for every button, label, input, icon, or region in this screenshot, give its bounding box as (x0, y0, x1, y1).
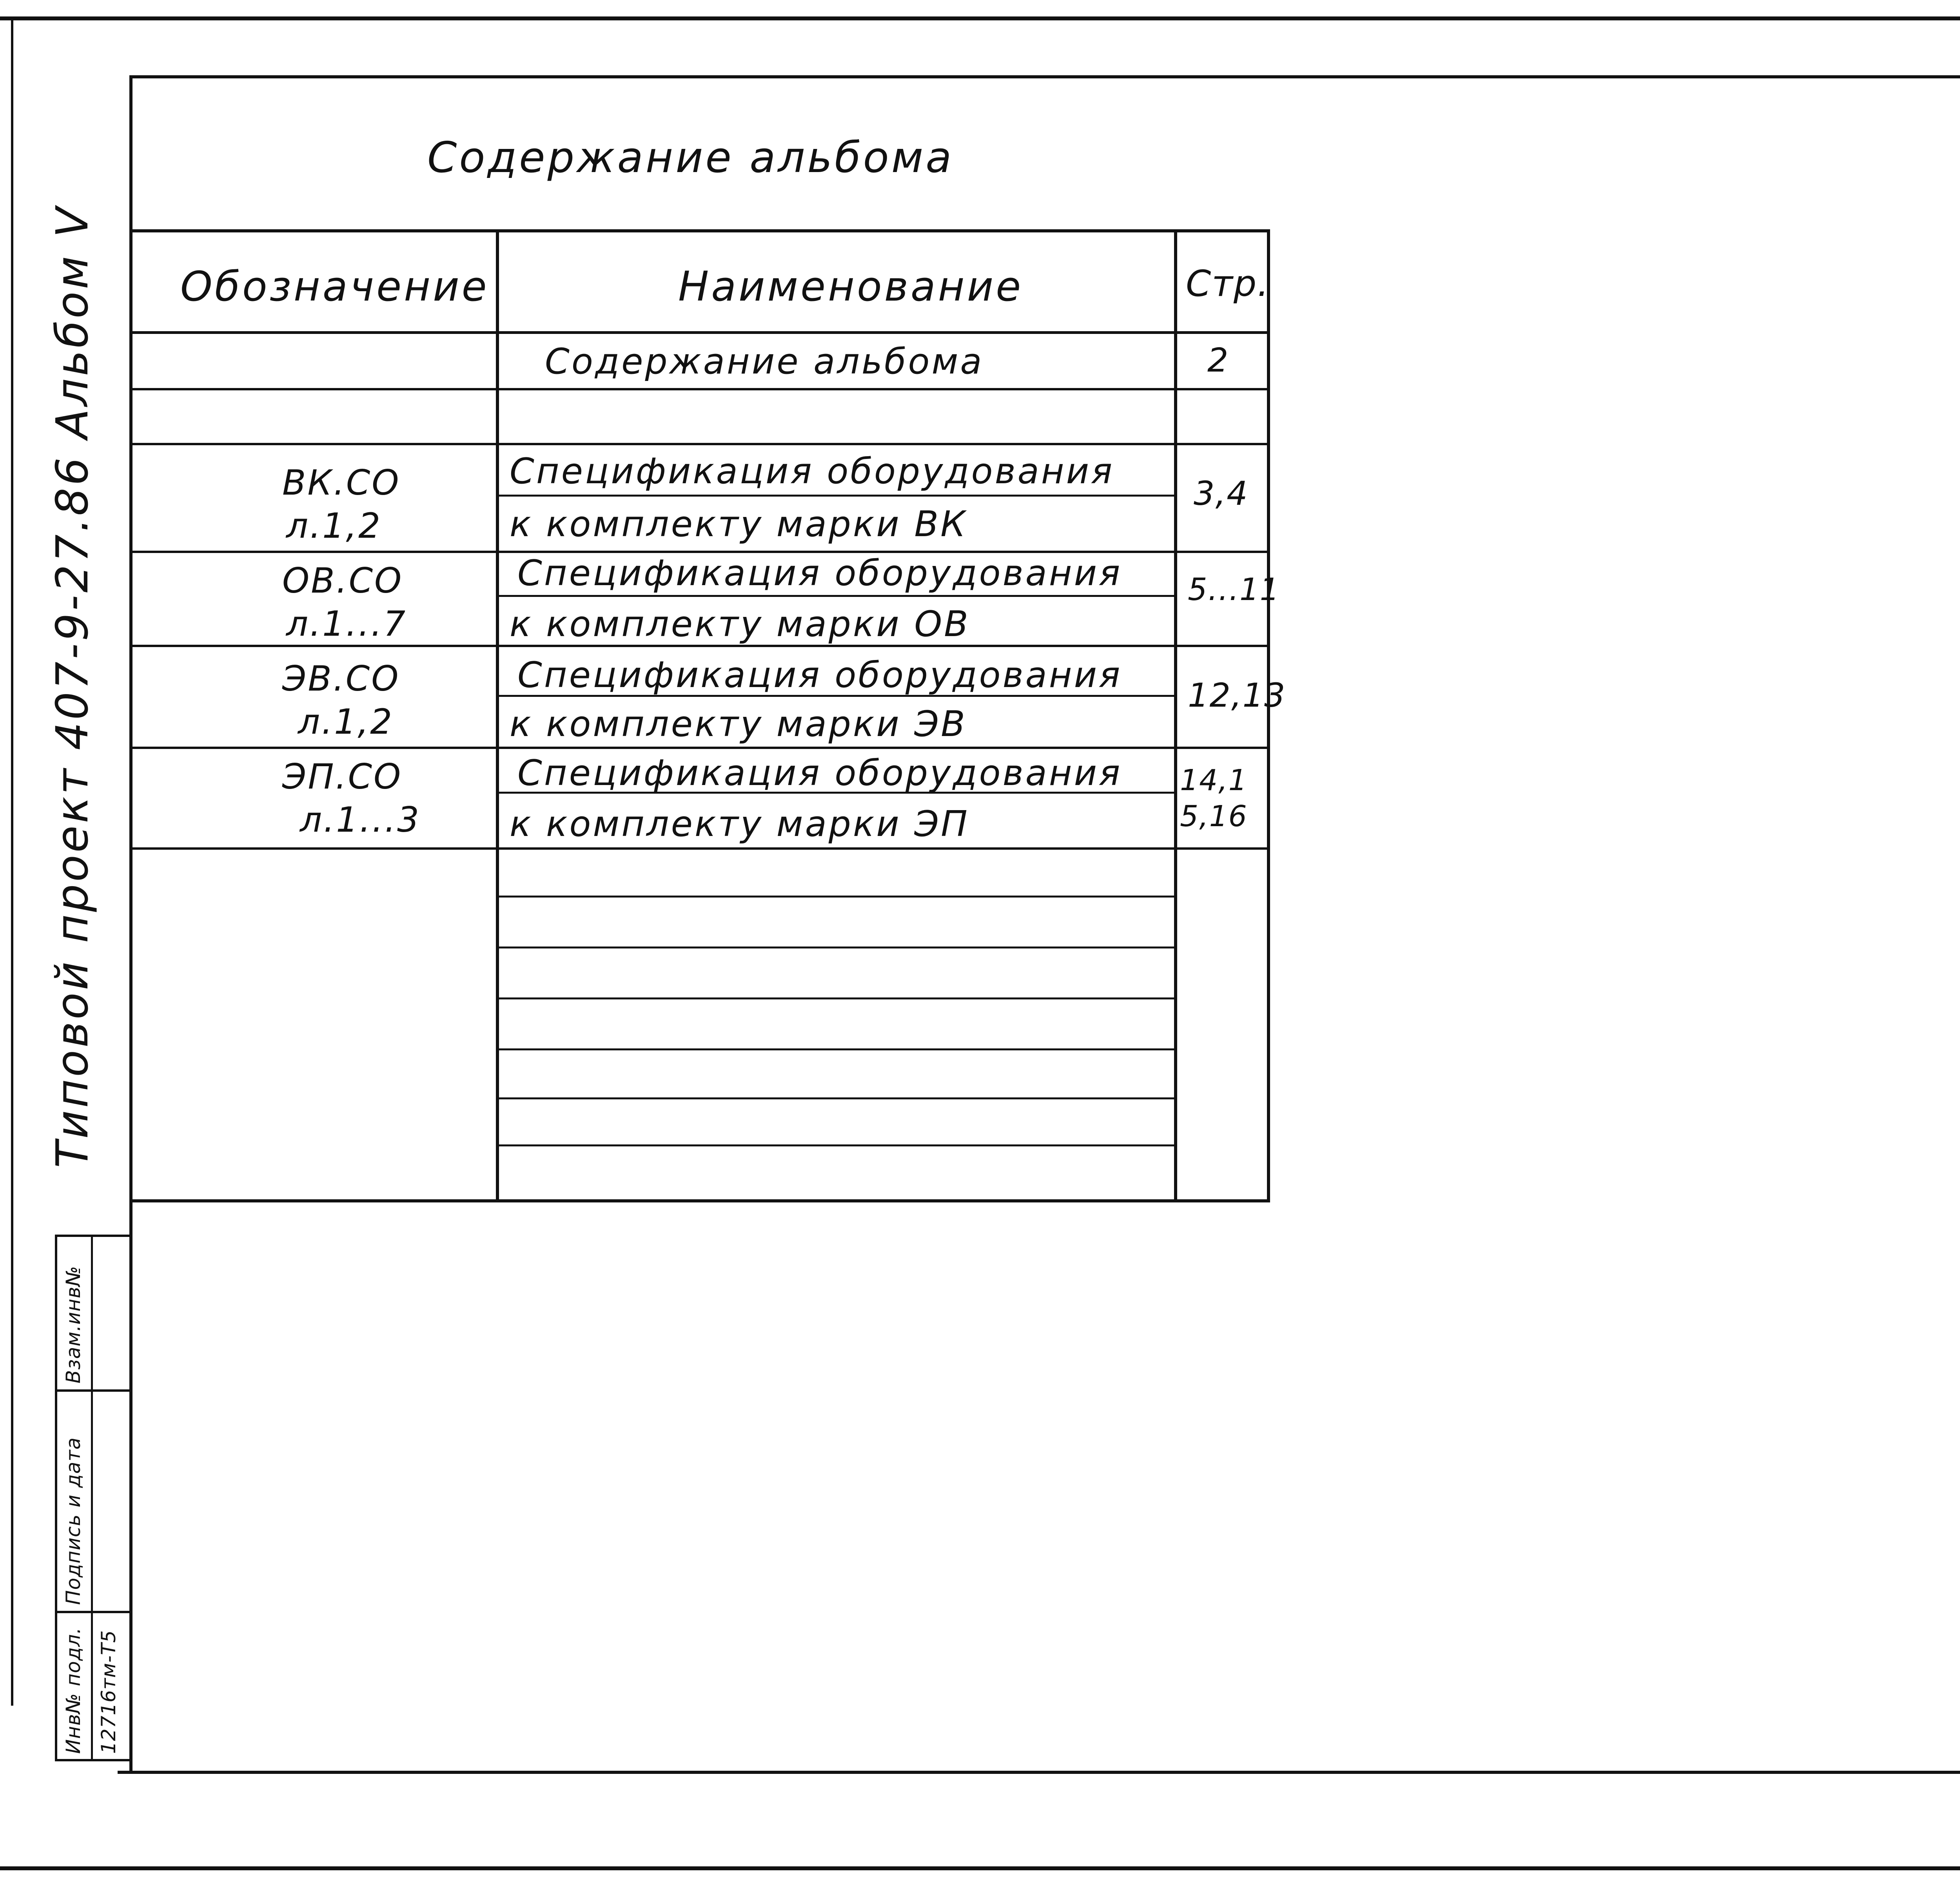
stamp-inv-number: 12716тм-Т5 (97, 1630, 120, 1754)
row-name-line1: Спецификация оборудования (517, 753, 1122, 794)
side-title: Типовой проект 407-9-27.86 Альбом V (47, 205, 98, 1168)
top-edge-line (0, 16, 1960, 20)
empty-row-line (498, 1097, 1176, 1099)
row-name-line2: к комплекту марки ЭП (510, 803, 969, 845)
row-name-line2: к комплекту марки ВК (510, 504, 967, 545)
row-sep (129, 388, 1270, 390)
row-name-line1: Спецификация оборудования (517, 553, 1122, 594)
row-page: 5...11 (1188, 572, 1280, 607)
row-name-line2: к комплекту марки ЭВ (510, 704, 967, 745)
row-sheets: л.1,2 (286, 506, 382, 546)
row-page: 2 (1207, 341, 1229, 379)
stamp-inv-orig: Инв№ подл. (62, 1627, 85, 1754)
table-right (1267, 229, 1270, 1202)
album-title: Содержание альбома (427, 133, 954, 182)
frame-bottom (118, 1771, 1960, 1774)
stamp-row-divider (55, 1611, 129, 1613)
row-name-line2: к комплекту марки ОВ (510, 604, 970, 645)
row-sep (129, 847, 1270, 850)
row-sep (129, 443, 1270, 445)
row-code: ЭП.СО (282, 756, 403, 797)
row-page: 12,13 (1188, 676, 1286, 714)
table-bottom (129, 1199, 1270, 1202)
frame-top (129, 75, 1960, 78)
empty-row-line (498, 1144, 1176, 1146)
name-underline (498, 495, 1176, 497)
row-sheets: л.1,2 (298, 702, 394, 742)
col-divider-1 (496, 229, 499, 1202)
empty-row-line (498, 997, 1176, 999)
row-code: ЭВ.СО (282, 658, 400, 699)
stamp-replace-inv: Взам.инв№ (62, 1266, 85, 1384)
row-name-line1: Спецификация оборудования (510, 451, 1114, 492)
name-underline (498, 595, 1176, 597)
row-name-line1: Спецификация оборудования (517, 655, 1122, 696)
row-name-line1: Содержание альбома (545, 341, 984, 382)
stamp-sign-date: Подпись и дата (62, 1437, 85, 1605)
stamp-left (55, 1235, 57, 1761)
stamp-col-divider (91, 1235, 93, 1761)
table-top (129, 229, 1270, 232)
header-designation: Обозначение (180, 263, 489, 310)
bottom-edge-line (0, 1866, 1960, 1870)
row-page: 3,4 (1194, 474, 1249, 513)
row-code: ВК.СО (282, 462, 401, 503)
header-bottom (129, 331, 1270, 334)
row-sheets: л.1...3 (300, 800, 421, 840)
col-divider-2 (1174, 229, 1177, 1202)
empty-row-line (498, 1048, 1176, 1050)
row-sep (129, 645, 1270, 647)
header-page: Стр. (1186, 263, 1270, 305)
header-name: Наименование (678, 263, 1024, 310)
empty-row-line (498, 947, 1176, 948)
outer-left-border (11, 20, 13, 1706)
stamp-row-divider (55, 1389, 129, 1392)
row-sep (129, 747, 1270, 749)
row-code: ОВ.СО (282, 560, 403, 601)
row-page: 14,15,16 (1180, 763, 1248, 833)
frame-left (129, 75, 132, 1774)
row-sheets: л.1...7 (286, 604, 407, 644)
empty-row-line (498, 896, 1176, 898)
